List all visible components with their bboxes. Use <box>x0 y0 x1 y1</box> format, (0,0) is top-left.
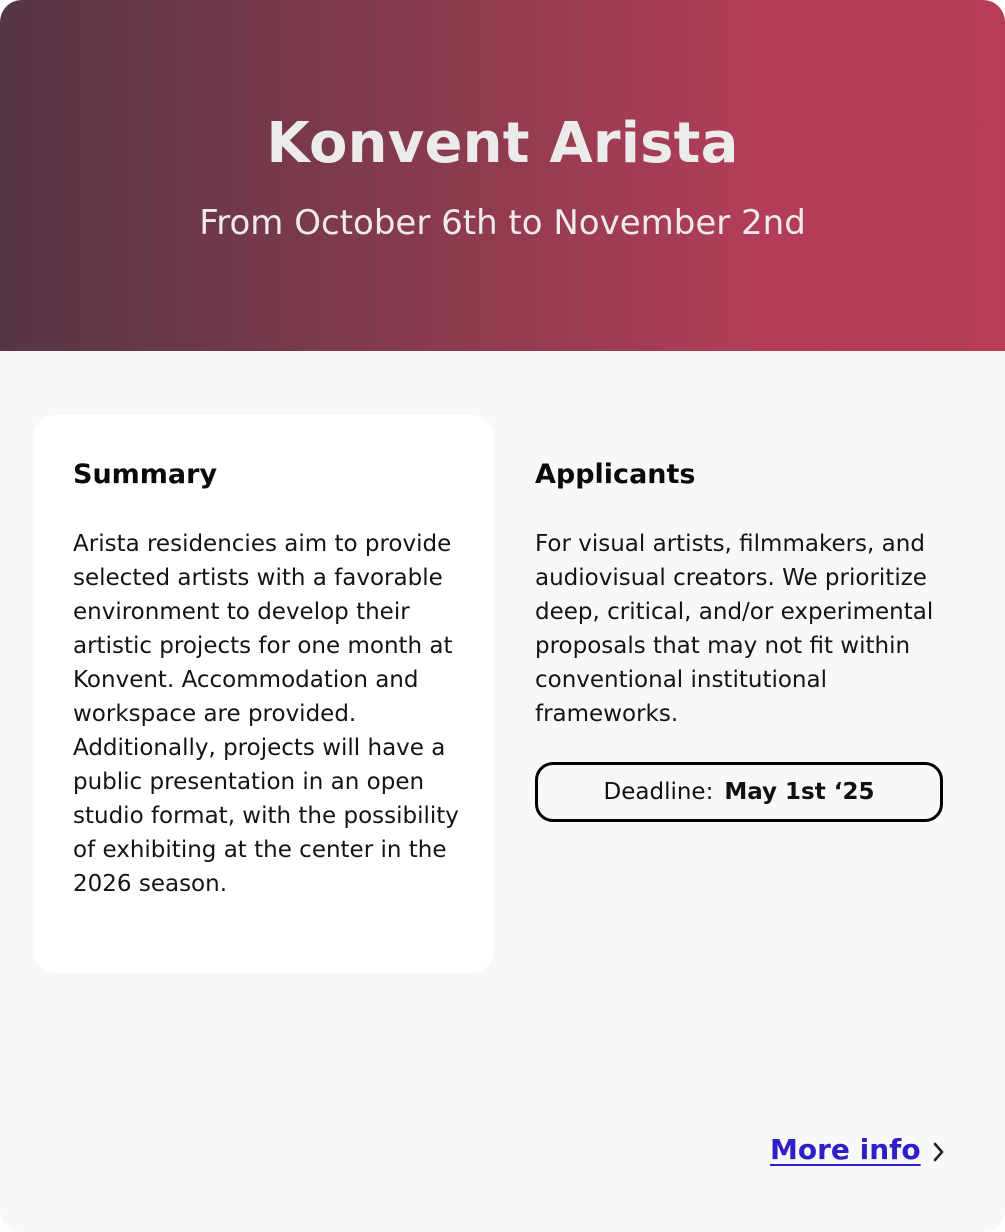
applicants-text: For visual artists, filmmakers, and audiovisual creators. We prioritize deep, critical, and/or experimental proposals that may not fit within conventional institutional frameworks. <box>535 531 934 727</box>
residency-dates: From October 6th to November 2nd <box>199 203 806 243</box>
more-info-label[interactable]: More info <box>770 1133 921 1166</box>
deadline-date: May 1st ‘25 <box>724 779 875 805</box>
summary-panel <box>33 415 494 973</box>
chevron-right-icon <box>933 1142 945 1166</box>
hero-banner <box>0 0 1005 351</box>
page-title: Konvent Arista <box>266 111 739 176</box>
deadline-badge <box>535 762 943 822</box>
summary-heading: Summary <box>73 459 218 490</box>
more-info-link[interactable] <box>770 1130 945 1170</box>
applicants-heading: Applicants <box>535 459 696 490</box>
summary-text: Arista residencies aim to provide selected artists with a favorable environment to develop their artistic projects for one month at Konvent. Accommodation and workspace are provided. Additionally, projects will have a public presentation in an open studio format, with the possibility of exhibiting at the center in the 2026 season. <box>73 531 459 897</box>
deadline-label: Deadline: <box>603 779 714 805</box>
